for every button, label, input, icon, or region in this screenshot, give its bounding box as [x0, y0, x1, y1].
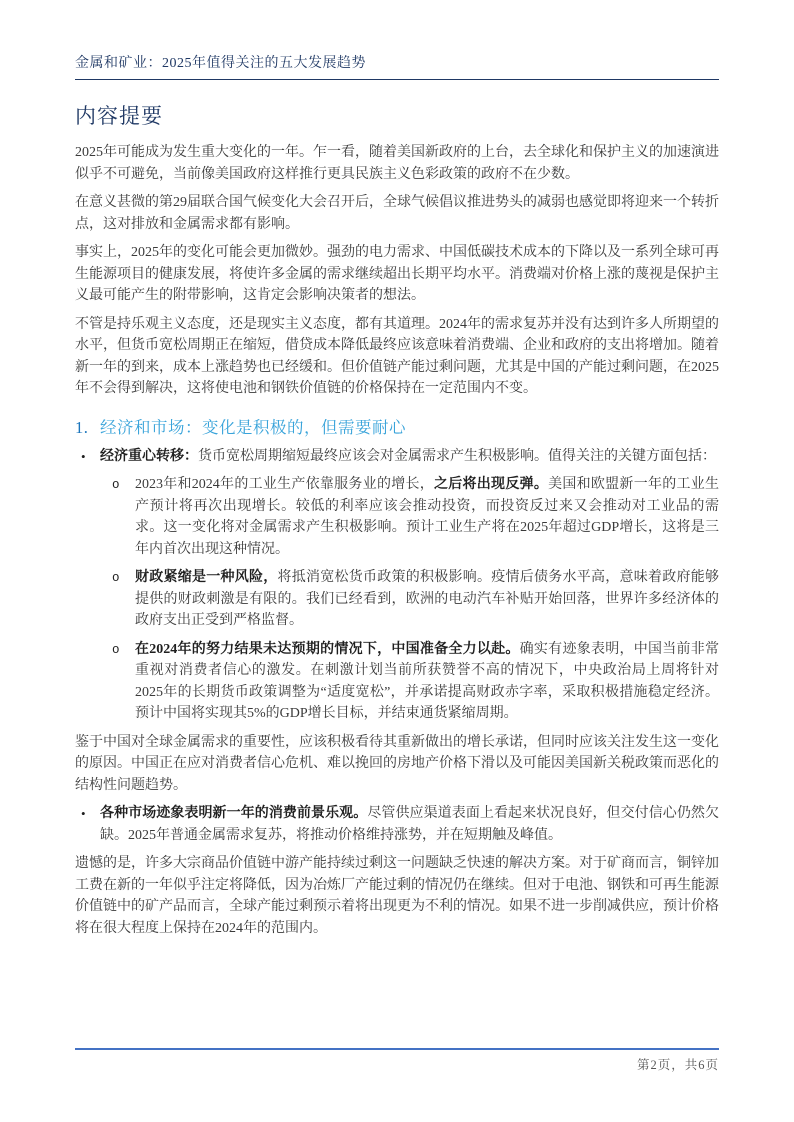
subbullet-2-lead: 财政紧缩是一种风险，: [135, 570, 278, 585]
subbullet-3-rest: 确实有迹象表明，中国当前非常重视对消费者信心的激发。在刺激计划当前所获赞誉不高的情况下，中央政治局上周将针对2025年的长期货币政策调整为“适度宽松”，并承诺提高财政赤字率，采取积极措施稳定经济。预计中国将实现其5%的GDP增长目标，并结束通货紧缩周期。: [135, 641, 720, 721]
subbullet-china-stimulus: [75, 639, 719, 725]
subbullet-china-stimulus-text: [135, 639, 719, 725]
bullet-circle-icon: o: [112, 642, 120, 657]
bullet-consumption-rest: 尽管供应渠道表面上看起来状况良好，但交付信心仍然欠缺。2025年普通金属需求复苏，将推动价格维持涨势，并在短期触及峰值。: [100, 806, 720, 843]
subbullet-industrial-rebound: [75, 474, 719, 560]
subbullet-fiscal-tightening: [75, 567, 719, 632]
bullet-dot-icon: •: [81, 806, 86, 821]
subbullet-1-post: 美国和欧盟新一年的工业生产预计将再次出现增长。较低的利率应该会推动投资，而投资反过来又会推动对工业品的需求。这一变化将对金属需求产生积极影响。预计工业生产将在2025年超过GDP增长，这将是三年内首次出现这种情况。: [135, 477, 720, 557]
section-1-heading: [75, 414, 719, 438]
page-footer: [75, 1048, 719, 1073]
document-body: [75, 100, 719, 939]
bullet-economic-shift-text: [100, 446, 719, 468]
subbullet-2-rest: 将抵消宽松货币政策的积极影响。疫情后债务水平高，意味着政府能够提供的财政刺激是有限的。我们已经看到，欧洲的电动汽车补贴开始回落，世界许多经济体的政府支出正受到严格监督。: [135, 570, 719, 628]
bullet-consumption-lead: 各种市场迹象表明新一年的消费前景乐观。: [100, 806, 368, 821]
page-header: [75, 52, 719, 80]
section-title: 经济和市场：变化是积极的，但需要耐心: [100, 417, 406, 437]
footer-divider: [75, 1048, 719, 1050]
china-followup-paragraph: 鉴于中国对全球金属需求的重要性，应该积极看待其重新做出的增长承诺，但同时应该关注发生这一变化的原因。中国正在应对消费者信心危机、难以挽回的房地产价格下滑以及可能因美国新关税政策而恶化的结构性问题趋势。: [75, 734, 719, 793]
bullet-consumption-outlook: [75, 803, 719, 846]
subbullet-1-pre: 2023年和2024年的工业生产依靠服务业的增长，: [135, 477, 434, 492]
subbullet-industrial-rebound-text: [135, 474, 719, 560]
bullet-economic-shift-rest: 货币宽松周期缩短最终应该会对金属需求产生积极影响。值得关注的关键方面包括：: [198, 448, 716, 464]
section-number: 1.: [75, 417, 89, 437]
bullet-circle-icon: o: [112, 478, 120, 492]
bullet-circle-icon: o: [112, 571, 120, 585]
subbullet-3-lead: 在2024年的努力结果未达预期的情况下，中国准备全力以赴。: [135, 641, 520, 657]
bullet-consumption-outlook-text: [100, 803, 719, 846]
subbullet-1-bold: 之后将出现反弹。: [434, 477, 549, 492]
page-number: 第2页，共6页: [636, 1058, 719, 1072]
bullet-dot-icon: •: [81, 448, 86, 464]
bullet-economic-shift: [75, 446, 719, 468]
summary-heading: 内容提要: [75, 104, 163, 128]
bullet-economic-shift-lead: 经济重心转移：: [100, 448, 198, 464]
intro-paragraph-2: 在意义甚微的第29届联合国气候变化大会召开后，全球气候倡议推进势头的减弱也感觉即将迎来一个转折点，这对排放和金属需求都有影响。: [75, 195, 719, 232]
intro-paragraph-3: 事实上，2025年的变化可能会更加微妙。强劲的电力需求、中国低碳技术成本的下降以及一系列全球可再生能源项目的健康发展，将使许多金属的需求继续超出长期平均水平。消费端对价格上涨的蔑视是保护主义最可能产生的附带影响，这肯定会影响决策者的想法。: [75, 245, 719, 303]
running-header-title: 金属和矿业：2025年值得关注的五大发展趋势: [75, 52, 719, 80]
intro-paragraph-1: 2025年可能成为发生重大变化的一年。乍一看，随着美国新政府的上台，去全球化和保护主义的加速演进似乎不可避免，当前像美国政府这样推行更具民族主义色彩政策的政府不在少数。: [75, 145, 719, 182]
intro-paragraph-4: 不管是持乐观主义态度，还是现实主义态度，都有其道理。2024年的需求复苏并没有达到许多人所期望的水平，但货币宽松周期正在缩短，借贷成本降低最终应该意味着消费端、企业和政府的支出将增加。随着新一年的到来，成本上涨趋势也已经缓和。但价值链产能过剩问题，尤其是中国的产能过剩问题，在2025年不会得到解决，这将使电池和钢铁价值链的价格保持在一定范围内不变。: [75, 316, 719, 396]
overcapacity-followup-paragraph: 遗憾的是，许多大宗商品价值链中游产能持续过剩这一问题缺乏快速的解决方案。对于矿商而言，铜锌加工费在新的一年似乎注定将降低，因为冶炼厂产能过剩的情况仍在继续。但对于电池、钢铁和可再生能源价值链中的矿产品而言，全球产能过剩预示着将出现更为不利的情况。如果不进一步削减供应，预计价格将在很大程度上保持在2024年的范围内。: [75, 856, 719, 936]
subbullet-fiscal-tightening-text: [135, 567, 719, 632]
